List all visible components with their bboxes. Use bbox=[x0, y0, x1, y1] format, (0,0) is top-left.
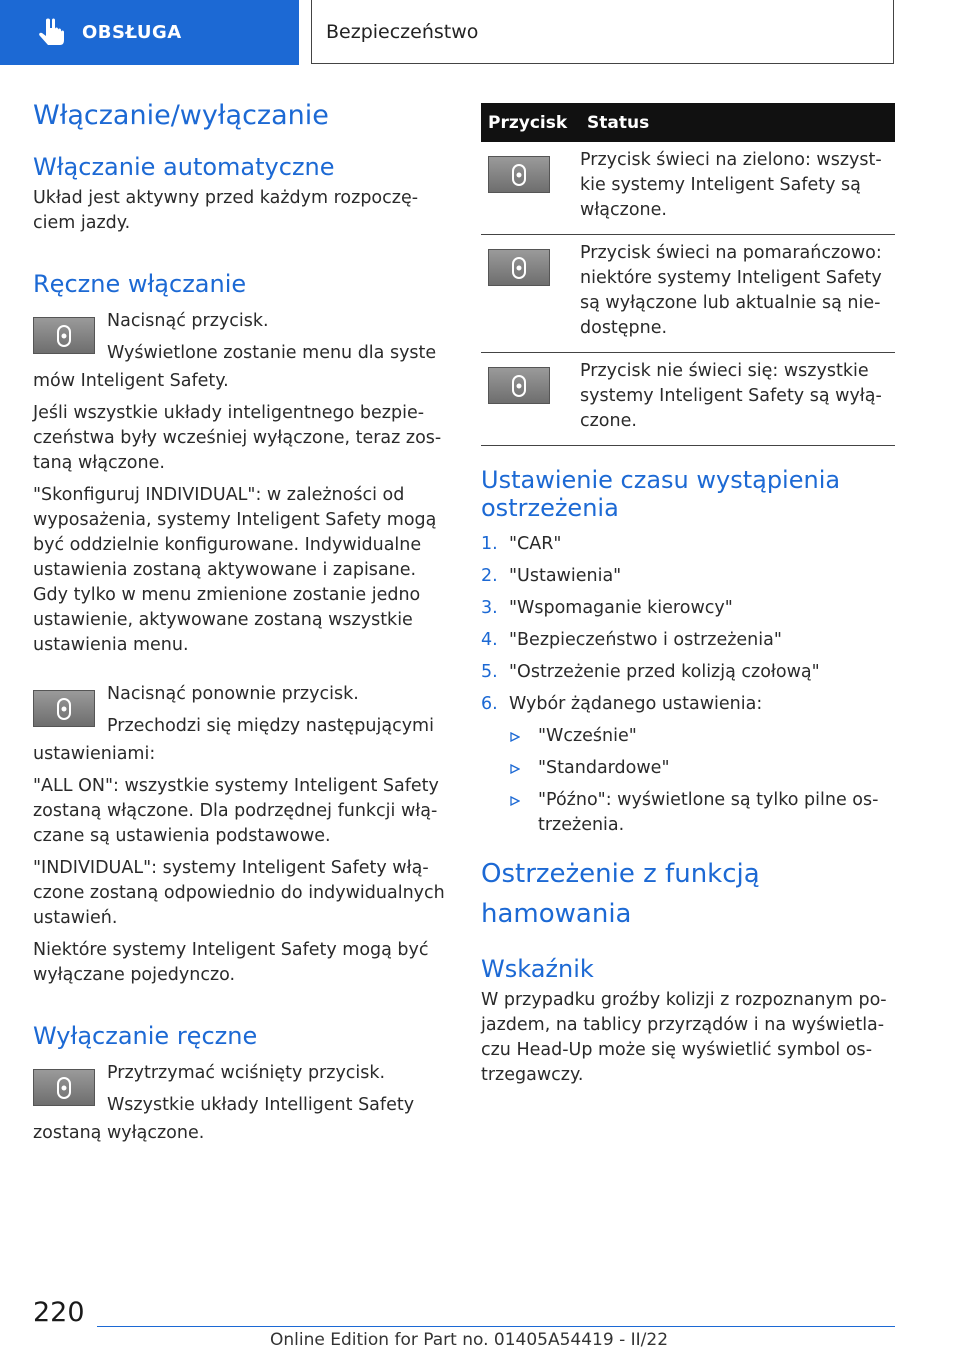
all-on-text: "ALL ON": wszystkie systemy Inteligent Safety zostaną włączone. Dla podrzędnej funkcji włączane są ustawienia podstawowe. bbox=[33, 776, 439, 846]
chapter-header bbox=[311, 0, 894, 64]
list-item: "Wcześnie" bbox=[481, 724, 895, 749]
list-item: 3. "Wspomaganie kierowcy" bbox=[481, 598, 733, 618]
footer-divider bbox=[97, 1326, 895, 1327]
manual-on-title: Ręczne włączanie bbox=[33, 270, 247, 298]
safety-button-icon bbox=[33, 317, 95, 354]
safety-button-icon bbox=[33, 690, 95, 727]
triangle-bullet-icon bbox=[510, 796, 520, 806]
table-row bbox=[481, 353, 895, 446]
manual-off-row bbox=[33, 1061, 448, 1125]
safety-button-icon bbox=[488, 156, 550, 193]
switches-text-1: Przechodzi się między następującymi bbox=[107, 716, 434, 736]
chapter-label: Bezpieczeństwo bbox=[326, 20, 479, 43]
individual-text: "INDIVIDUAL": systemy Inteligent Safety włączone zostaną odpowiednio do indywidualnych ustawień. bbox=[33, 858, 445, 928]
status-text: Przycisk świeci na pomarańczowo: niektóre systemy Inteligent Safety są wyłączone lub aktualnie są niedostępne. bbox=[580, 243, 882, 338]
menu-shown-text-2: mów Inteligent Safety. bbox=[33, 371, 229, 391]
switches-text-2: ustawieniami: bbox=[33, 744, 156, 764]
footer-edition: Online Edition for Part no. 01405A54419 - II/22 bbox=[270, 1330, 669, 1350]
press-again-text: Nacisnąć ponownie przycisk. bbox=[107, 684, 359, 704]
col-header-button: Przycisk bbox=[481, 103, 580, 142]
triangle-bullet-icon bbox=[510, 764, 520, 774]
hand-pointer-icon bbox=[36, 16, 70, 50]
safety-button-icon bbox=[488, 367, 550, 404]
press-button-text: Nacisnąć przycisk. bbox=[107, 311, 269, 331]
status-text: Przycisk nie świeci się: wszystkie systemy Inteligent Safety są wyłączone. bbox=[580, 361, 882, 431]
list-item: 1. "CAR" bbox=[481, 534, 562, 554]
options-list bbox=[481, 724, 895, 838]
if-all-off-text: Jeśli wszystkie układy inteligentnego bezpieczeństwa były wcześniej wyłączone, teraz zostaną włączone. bbox=[33, 403, 442, 473]
table-row bbox=[481, 142, 895, 235]
list-item: "Standardowe" bbox=[481, 756, 895, 781]
section-tab bbox=[0, 0, 299, 65]
page-number: 220 bbox=[33, 1297, 85, 1328]
indicator-title: Wskaźnik bbox=[481, 955, 594, 983]
all-off-text-1: Wszystkie układy Intelligent Safety bbox=[107, 1095, 415, 1115]
list-item: 6. Wybór żądanego ustawienia: bbox=[481, 694, 763, 714]
safety-button-icon bbox=[33, 1069, 95, 1106]
list-item: 5. "Ostrzeżenie przed kolizją czołową" bbox=[481, 662, 820, 682]
auto-text: Układ jest aktywny przed każdym rozpoczęciem jazdy. bbox=[33, 188, 419, 233]
hold-button-text: Przytrzymać wciśnięty przycisk. bbox=[107, 1063, 386, 1083]
all-off-text-2: zostaną wyłączone. bbox=[33, 1123, 205, 1143]
safety-button-icon bbox=[488, 249, 550, 286]
configure-text: "Skonfiguruj INDIVIDUAL": w zależności od wyposażenia, systemy Inteligent Safety mogą być oddzielnie konfigurowane. Indywidualne ustawienia zostaną aktywowane i zapisane. Gdy tylko w menu zmienione zostanie jedno ustawienie, aktywowane zostaną wszystkie ustawienia menu. bbox=[33, 485, 437, 655]
list-item: 2. "Ustawienia" bbox=[481, 566, 622, 586]
section-label: OBSŁUGA bbox=[82, 22, 182, 43]
left-column bbox=[33, 96, 448, 1146]
manual-on-row bbox=[33, 309, 448, 373]
auto-title: Włączanie automatyczne bbox=[33, 153, 335, 181]
section-title: Włączanie/wyłączanie bbox=[33, 100, 329, 131]
col-header-status: Status bbox=[580, 103, 895, 142]
triangle-bullet-icon bbox=[510, 732, 520, 742]
manual-off-title: Wyłączanie ręczne bbox=[33, 1022, 258, 1050]
list-item: "Późno": wyświetlone są tylko pilne ostrzeżenia. bbox=[481, 788, 895, 838]
some-off-text: Niektóre systemy Inteligent Safety mogą być wyłączane pojedynczo. bbox=[33, 940, 429, 985]
table-row bbox=[481, 235, 895, 353]
brake-title: Ostrzeżenie z funkcją hamowania bbox=[481, 859, 760, 929]
status-text: Przycisk świeci na zielono: wszystkie systemy Inteligent Safety są włączone. bbox=[580, 150, 882, 220]
indicator-text: W przypadku groźby kolizji z rozpoznanym pojazdem, na tablicy przyrządów i na wyświetlaczu Head-Up może się wyświetlić symbol ostrzegawczy. bbox=[481, 990, 887, 1085]
steps-list bbox=[481, 532, 895, 717]
right-column bbox=[481, 103, 895, 1088]
list-item: 4. "Bezpieczeństwo i ostrzeżenia" bbox=[481, 630, 782, 650]
press-again-row bbox=[33, 682, 448, 746]
warn-time-title: Ustawienie czasu wystąpienia ostrzeżenia bbox=[481, 466, 841, 522]
menu-shown-text-1: Wyświetlone zostanie menu dla syste bbox=[107, 343, 437, 363]
status-table bbox=[481, 103, 895, 446]
